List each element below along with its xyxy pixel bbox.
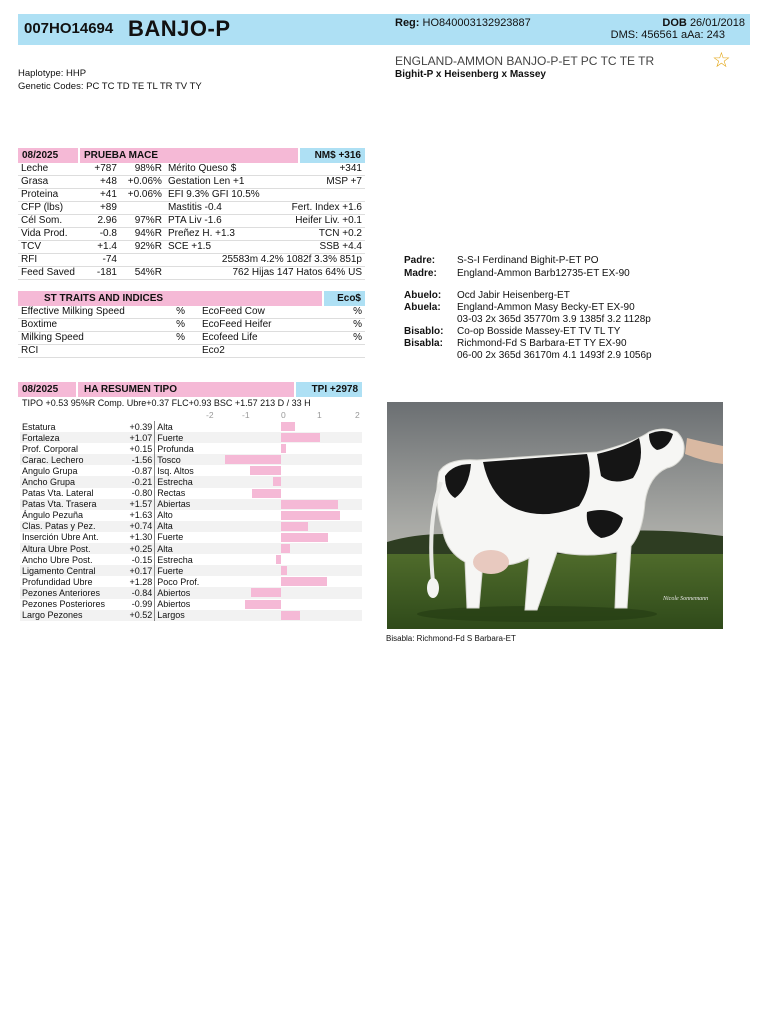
production-cell: Leche <box>18 163 78 176</box>
production-row <box>18 202 365 215</box>
production-cell: SSB +4.4 <box>273 241 365 254</box>
trait-name: Largo Pezones <box>20 610 121 621</box>
trait-descriptor: Alto <box>157 510 173 521</box>
type-trait-row <box>20 587 362 598</box>
header-bar <box>18 14 750 45</box>
traits-cell: Ecofeed Life <box>188 332 333 345</box>
production-cell: RFI <box>18 254 78 267</box>
genetic-info <box>18 67 202 93</box>
trait-name: Prof. Corporal <box>22 443 79 454</box>
trait-bar <box>281 444 286 453</box>
trait-name: Clas. Patas y Pez. <box>20 521 121 532</box>
production-cell: 94%R <box>120 228 165 241</box>
trait-bar-cell <box>205 454 362 465</box>
trait-bar <box>281 422 295 431</box>
production-cell <box>120 254 165 267</box>
trait-descriptor: Fuerte <box>155 432 205 443</box>
type-trait-row <box>20 565 362 576</box>
scale-tick: 1 <box>317 410 322 420</box>
production-cell: Gestation Len +1 <box>165 176 273 189</box>
trait-descriptor: Rectas <box>157 488 186 499</box>
type-title: HA RESUMEN TIPO <box>78 382 294 397</box>
trait-value: -0.21 <box>121 476 155 487</box>
trait-name: Ligamento Central <box>20 565 121 576</box>
production-cell: +0.06% <box>120 176 165 189</box>
trait-descriptor: Alta <box>157 421 173 432</box>
bisablo-value: Co-op Bosside Massey-ET TV TL TY <box>457 326 621 337</box>
trait-bar-cell <box>205 543 362 554</box>
traits-cell: Milking Speed <box>18 332 158 345</box>
trait-bar <box>281 511 340 520</box>
trait-descriptor: Isq. Altos <box>157 465 194 476</box>
type-trait-row <box>20 599 362 610</box>
production-cell: +48 <box>78 176 120 189</box>
production-cell: CFP (lbs) <box>18 202 78 215</box>
trait-value: -0.84 <box>121 587 155 598</box>
abuelo-value: Ocd Jabir Heisenberg-ET <box>457 290 570 301</box>
trait-name: Patas Vta. Trasera <box>20 499 121 510</box>
production-row <box>18 267 365 280</box>
production-cell: Vida Prod. <box>18 228 78 241</box>
traits-row <box>18 306 365 319</box>
type-traits-table <box>20 421 362 621</box>
trait-bar <box>252 489 281 498</box>
production-cell: 2.96 <box>78 215 120 228</box>
traits-cell: Boxtime <box>18 319 158 332</box>
dob <box>662 17 745 29</box>
traits-cell: EcoFeed Heifer <box>188 319 333 332</box>
traits-title: ST TRAITS AND INDICES <box>18 291 322 306</box>
trait-value: +1.63 <box>121 510 155 521</box>
trait-value: -0.87 <box>121 465 155 476</box>
trait-bar-cell <box>205 499 362 510</box>
type-trait-row <box>20 510 362 521</box>
trait-name: Ángulo Pezuña <box>22 510 84 521</box>
trait-bar <box>281 566 287 575</box>
trait-name: Pezones Anteriores <box>20 587 121 598</box>
trait-descriptor: Tosco <box>155 454 205 465</box>
trait-bar-cell <box>205 532 362 543</box>
traits-cell: % <box>158 332 188 345</box>
production-row <box>18 176 365 189</box>
nm-dollars: NM$ +316 <box>300 148 365 163</box>
bisabla-record: 06-00 2x 365d 36170m 4.1 1493f 2.9 1056p <box>457 350 652 361</box>
production-cell: 54%R <box>120 267 165 280</box>
trait-descriptor: Alta <box>155 543 205 554</box>
madre-label: Madre: <box>404 268 437 279</box>
production-cell: SCE +1.5 <box>165 241 273 254</box>
production-cell: -181 <box>78 267 120 280</box>
traits-cell: Effective Milking Speed <box>18 306 158 319</box>
trait-bar <box>250 466 281 475</box>
type-trait-row <box>20 532 362 543</box>
type-summary: TIPO +0.53 95%R Comp. Ubre+0.37 FLC+0.93 BSC +1.57 213 D / 33 H <box>22 398 311 408</box>
production-row <box>18 241 365 254</box>
type-trait-row <box>20 432 362 443</box>
traits-cell: % <box>158 306 188 319</box>
trait-name: Inserción Ubre Ant. <box>22 532 99 543</box>
trait-descriptor: Poco Prof. <box>157 576 200 587</box>
trait-bar-cell <box>205 476 362 487</box>
trait-bar <box>281 500 338 509</box>
production-cell: +341 <box>273 163 365 176</box>
trait-name: Angulo Grupa <box>22 465 78 476</box>
production-cell: TCV <box>18 241 78 254</box>
type-trait-row <box>20 576 362 587</box>
trait-descriptor: Abiertas <box>155 499 205 510</box>
trait-descriptor: Estrecha <box>155 476 205 487</box>
trait-name: Pezones Posteriores <box>22 599 106 610</box>
trait-value: +0.39 <box>121 421 155 432</box>
trait-value: +0.74 <box>121 521 155 532</box>
trait-value: -0.80 <box>121 488 155 499</box>
production-cell: 25583m 4.2% 1082f 3.3% 851p <box>165 254 365 267</box>
bull-code: 007HO14694 <box>24 20 114 37</box>
cow-photo <box>387 402 723 629</box>
production-cell: Feed Saved <box>18 267 78 280</box>
traits-cell: EcoFeed Cow <box>188 306 333 319</box>
abuela-record: 03-03 2x 365d 35770m 3.9 1385f 3.2 1128p <box>457 314 651 325</box>
trait-value: -0.99 <box>121 599 155 610</box>
trait-bar-cell <box>205 576 362 587</box>
production-date: 08/2025 <box>18 148 78 163</box>
trait-bar-cell <box>205 488 362 499</box>
scale-tick: -2 <box>206 410 214 420</box>
trait-descriptor: Fuerte <box>155 565 205 576</box>
type-trait-row <box>20 465 362 476</box>
traits-cell: % <box>333 319 365 332</box>
traits-cell <box>333 345 365 358</box>
traits-cell: % <box>158 319 188 332</box>
type-trait-row <box>20 421 362 432</box>
traits-row <box>18 319 365 332</box>
trait-value: +0.25 <box>121 543 155 554</box>
trait-name: Estatura <box>22 421 56 432</box>
traits-table <box>18 306 365 358</box>
production-cell: PTA Liv -1.6 <box>165 215 273 228</box>
production-cell: 762 Hijas 147 Hatos 64% US <box>165 267 365 280</box>
madre-value: England-Ammon Barb12735-ET EX-90 <box>457 268 630 279</box>
production-cell: 97%R <box>120 215 165 228</box>
bisabla-label: Bisabla: <box>404 338 443 349</box>
trait-bar <box>276 555 281 564</box>
trait-bar-cell <box>205 421 362 432</box>
trait-bar-cell <box>205 565 362 576</box>
trait-bar-cell <box>205 432 362 443</box>
production-cell: +787 <box>78 163 120 176</box>
trait-bar <box>281 577 327 586</box>
dob-label: DOB <box>662 17 687 29</box>
type-trait-row <box>20 488 362 499</box>
type-trait-row <box>20 554 362 565</box>
trait-bar <box>251 588 281 597</box>
trait-bar <box>281 611 300 620</box>
production-row <box>18 163 365 176</box>
production-cell: Preñez H. +1.3 <box>165 228 273 241</box>
bull-name: BANJO-P <box>128 16 231 41</box>
trait-bar-cell <box>205 587 362 598</box>
trait-value: +1.07 <box>121 432 155 443</box>
traits-row <box>18 345 365 358</box>
production-cell: 92%R <box>120 241 165 254</box>
trait-name: Carac. Lechero <box>20 454 121 465</box>
production-cell: +0.06% <box>120 189 165 202</box>
abuelo-label: Abuelo: <box>404 290 442 301</box>
padre-label: Padre: <box>404 255 436 266</box>
production-cell: Grasa <box>18 176 78 189</box>
trait-descriptor: Alta <box>155 521 205 532</box>
trait-bar-cell <box>205 465 362 476</box>
production-cell: +89 <box>78 202 120 215</box>
type-trait-row <box>20 521 362 532</box>
reg-label: Reg: <box>395 17 420 29</box>
trait-name: Ancho Grupa <box>20 476 121 487</box>
production-table <box>18 163 365 280</box>
abuela-label: Abuela: <box>404 302 441 313</box>
trait-descriptor: Abiertos <box>155 587 205 598</box>
type-trait-row <box>20 476 362 487</box>
trait-bar-cell <box>205 443 362 454</box>
trait-bar <box>273 477 281 486</box>
trait-bar-cell <box>205 554 362 565</box>
trait-name: Patas Vta. Lateral <box>22 488 94 499</box>
trait-descriptor: Estrecha <box>157 554 193 565</box>
production-cell: Cél Som. <box>18 215 78 228</box>
dob-value: 26/01/2018 <box>689 17 745 29</box>
production-cell <box>120 202 165 215</box>
production-cell: MSP +7 <box>273 176 365 189</box>
trait-bar-cell <box>205 610 362 621</box>
production-title: PRUEBA MACE <box>80 148 298 163</box>
trait-bar-cell <box>205 599 362 610</box>
traits-row <box>18 332 365 345</box>
trait-name: Fortaleza <box>20 432 121 443</box>
eco-dollars: Eco$ <box>324 291 365 306</box>
production-row <box>18 189 365 202</box>
trait-descriptor: Fuerte <box>157 532 184 543</box>
registration <box>395 17 531 29</box>
trait-bar-cell <box>205 510 362 521</box>
type-trait-row <box>20 543 362 554</box>
production-cell: Proteina <box>18 189 78 202</box>
scale-tick: -1 <box>242 410 250 420</box>
production-cell: 98%R <box>120 163 165 176</box>
traits-cell: % <box>333 306 365 319</box>
trait-bar <box>281 533 328 542</box>
reg-value: HO840003132923887 <box>422 17 531 29</box>
trait-value: +1.30 <box>121 532 155 543</box>
trait-value: +1.28 <box>121 576 155 587</box>
abuela-value: England-Ammon Masy Becky-ET EX-90 <box>457 302 635 313</box>
full-registered-name: ENGLAND-AMMON BANJO-P-ET PC TC TE TR <box>395 54 655 68</box>
trait-descriptor: Abiertos <box>157 599 191 610</box>
trait-value: +1.57 <box>121 499 155 510</box>
trait-bar <box>281 433 320 442</box>
production-cell: EFI 9.3% GFI 10.5% <box>165 189 273 202</box>
genetic-codes: Genetic Codes: PC TC TD TE TL TR TV TY <box>18 81 202 92</box>
photo-caption: Bisabla: Richmond-Fd S Barbara-ET <box>386 634 516 643</box>
production-cell: Fert. Index +1.6 <box>273 202 365 215</box>
production-cell: TCN +0.2 <box>273 228 365 241</box>
tpi-value: TPI +2978 <box>296 382 362 397</box>
bisablo-label: Bisablo: <box>404 326 444 337</box>
trait-name: Profundidad Ubre <box>22 576 93 587</box>
trait-descriptor: Profunda <box>157 443 194 454</box>
star-icon[interactable]: ☆ <box>712 49 731 72</box>
production-cell: Mastitis -0.4 <box>165 202 273 215</box>
trait-bar <box>281 544 290 553</box>
padre-value: S-S-I Ferdinand Bighit-P-ET PO <box>457 255 599 266</box>
bisabla-value: Richmond-Fd S Barbara-ET TY EX-90 <box>457 338 627 349</box>
dms-aaa: DMS: 456561 aAa: 243 <box>610 29 725 41</box>
photo-signature: Nicole Sonnemann <box>663 596 709 602</box>
scale-tick: 0 <box>281 410 286 420</box>
trait-bar <box>281 522 308 531</box>
trait-descriptor: Largos <box>155 610 205 621</box>
production-row <box>18 228 365 241</box>
cow-illustration <box>387 402 723 629</box>
traits-cell: % <box>333 332 365 345</box>
haplotype: Haplotype: HHP <box>18 68 87 79</box>
type-trait-row <box>20 443 362 454</box>
trait-value: +0.52 <box>121 610 155 621</box>
trait-bar <box>245 600 281 609</box>
traits-cell: Eco2 <box>188 345 333 358</box>
traits-cell <box>158 345 188 358</box>
trait-value: -1.56 <box>121 454 155 465</box>
production-cell: -74 <box>78 254 120 267</box>
production-cell <box>273 189 365 202</box>
production-cell: +41 <box>78 189 120 202</box>
scale-tick: 2 <box>355 410 360 420</box>
production-row <box>18 215 365 228</box>
production-cell: +1.4 <box>78 241 120 254</box>
trait-value: +0.17 <box>121 565 155 576</box>
traits-cell: RCI <box>18 345 158 358</box>
trait-bar-cell <box>205 521 362 532</box>
trait-name: Altura Ubre Post. <box>20 543 121 554</box>
type-trait-row <box>20 499 362 510</box>
type-date: 08/2025 <box>18 382 76 397</box>
trait-value: -0.15 <box>121 554 155 565</box>
trait-value: +0.15 <box>121 443 155 454</box>
production-cell: Mérito Queso $ <box>165 163 273 176</box>
production-row <box>18 254 365 267</box>
trait-name: Ancho Ubre Post. <box>22 554 93 565</box>
production-cell: -0.8 <box>78 228 120 241</box>
pedigree-line: Bighit-P x Heisenberg x Massey <box>395 69 546 80</box>
type-trait-row <box>20 454 362 465</box>
production-cell: Heifer Liv. +0.1 <box>273 215 365 228</box>
type-trait-row <box>20 610 362 621</box>
trait-bar <box>225 455 281 464</box>
